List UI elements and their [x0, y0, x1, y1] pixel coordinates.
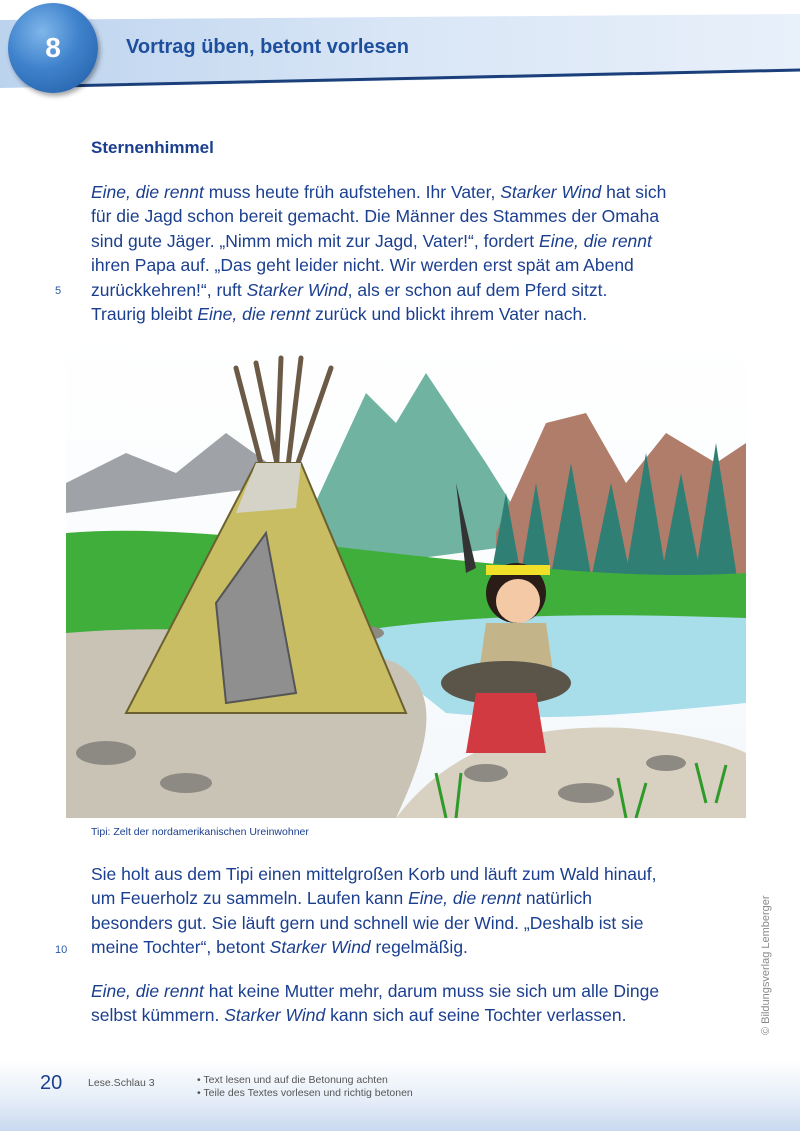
- series-title: Lese.Schlau 3: [88, 1077, 155, 1089]
- story-title: Sternenhimmel: [91, 138, 214, 157]
- learning-goal: • Text lesen und auf die Betonung achten: [197, 1074, 388, 1086]
- line-number-10: 10: [55, 944, 68, 956]
- text-segment: um Feuerholz zu sammeln. Laufen kann: [91, 888, 409, 909]
- text-segment: regelmäßig.: [370, 937, 468, 958]
- character-name: Starker Wind: [500, 182, 602, 202]
- text-line: [91, 180, 731, 204]
- text-segment: für die Jagd schon bereit gemacht. Die Männer des Stammes der Omaha: [91, 206, 660, 227]
- page-number: 20: [40, 1072, 63, 1094]
- text-segment: zurückkehren!“, ruft: [91, 279, 247, 300]
- text-segment: kann sich auf seine Tochter verlassen.: [325, 1005, 627, 1026]
- text-line: [91, 935, 731, 959]
- story-paragraph-3: [91, 979, 731, 1028]
- text-segment: sind gute Jäger. „Nimm mich mit zur Jagd, Vater!“, fordert: [91, 230, 540, 251]
- text-segment: natürlich: [520, 888, 592, 909]
- text-segment: zurück und blickt ihrem Vater nach.: [310, 304, 588, 325]
- text-line: [91, 204, 731, 228]
- text-segment: muss heute früh aufstehen. Ihr Vater,: [203, 182, 501, 202]
- illustration-caption: Tipi: Zelt der nordamerikanischen Ureinwohner: [91, 826, 309, 838]
- character-name: Eine, die rennt: [91, 182, 204, 202]
- copyright-notice: © Bildungsverlag Lemberger: [760, 895, 772, 1035]
- character-name: Eine, die rennt: [539, 230, 652, 251]
- learning-goals: [197, 1074, 413, 1100]
- chapter-number: 8: [45, 32, 61, 63]
- text-segment: selbst kümmern.: [91, 1005, 225, 1026]
- line-number-5: 5: [55, 285, 62, 297]
- text-line: [91, 911, 731, 935]
- text-segment: Sie holt aus dem Tipi einen mittelgroßen Korb und läuft zum Wald hinauf,: [91, 864, 657, 884]
- text-segment: besonders gut. Sie läuft gern und schnell wie der Wind. „Deshalb ist sie: [91, 912, 644, 933]
- text-line: [91, 979, 731, 1003]
- text-line: [91, 302, 731, 326]
- text-line: [91, 886, 731, 910]
- character-name: Starker Wind: [246, 279, 348, 300]
- text-line: [91, 253, 731, 277]
- text-line: [91, 278, 731, 302]
- chapter-title: Vortrag üben, betont vorlesen: [126, 36, 409, 58]
- text-line: [91, 229, 731, 253]
- text-segment: , als er schon auf dem Pferd sitzt.: [347, 279, 608, 300]
- story-paragraph-2: [91, 862, 731, 960]
- text-segment: meine Tochter“, betont: [91, 937, 270, 958]
- text-segment: ihren Papa auf. „Das geht leider nicht. Wir werden erst spät am Abend: [91, 255, 634, 276]
- chapter-number-badge: [8, 3, 98, 93]
- text-segment: Traurig bleibt: [91, 304, 198, 325]
- text-line: [91, 1003, 731, 1027]
- character-name: Starker Wind: [269, 937, 371, 958]
- character-name: Eine, die rennt: [408, 888, 521, 909]
- learning-goal: • Teile des Textes vorlesen und richtig betonen: [197, 1087, 413, 1099]
- text-segment: hat keine Mutter mehr, darum muss sie sich um alle Dinge: [203, 981, 660, 1001]
- text-line: [91, 862, 731, 886]
- character-name: Starker Wind: [224, 1005, 326, 1026]
- tipi-illustration: [66, 333, 746, 818]
- story-paragraph-1: [91, 180, 731, 326]
- character-name: Eine, die rennt: [197, 304, 311, 325]
- character-name: Eine, die rennt: [91, 981, 204, 1001]
- text-segment: hat sich: [601, 182, 667, 202]
